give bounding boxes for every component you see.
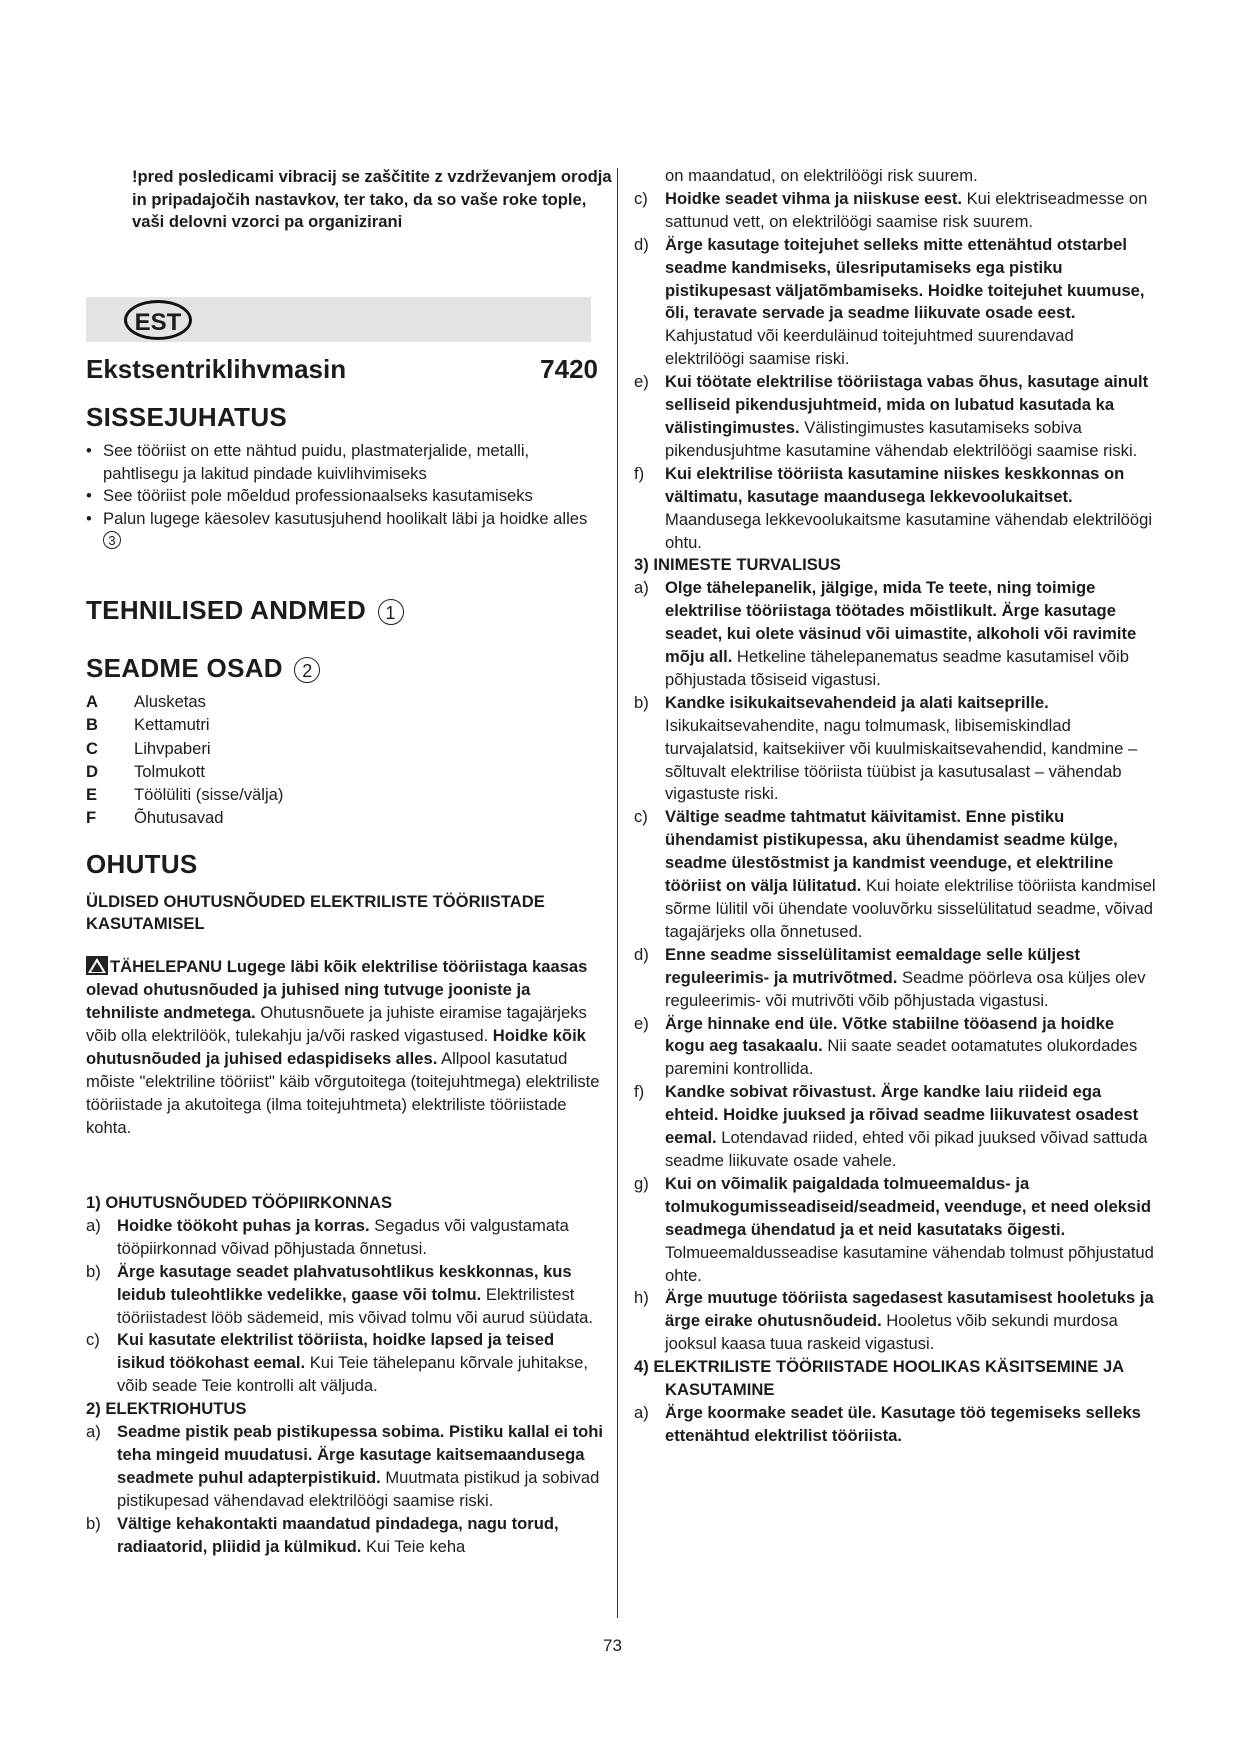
- safety-item: [634, 944, 1157, 1013]
- item-instruction: Ärge hinnake end üle. Võtke stabiilne tööasend ja hoidke kogu aeg tasakaalu.: [665, 1013, 1115, 1056]
- item-label: f): [634, 1082, 645, 1102]
- item-explanation: Muutmata pistikud ja sobivad pistikupesad vähendavad elektrilöögi saamise riski.: [117, 1467, 600, 1510]
- intro-bullet: • See tööriist pole mõeldud professionaalseks kasutamiseks: [86, 485, 591, 508]
- item-instruction: Kandke isikukaitsevahendeid ja alati kaitseprille.: [665, 692, 1049, 712]
- item-explanation: Maandusega lekkevoolukaitsme kasutamine vähendab elektrilöögi ohtu.: [665, 509, 1153, 552]
- item-label: a): [634, 1402, 649, 1422]
- safety-item: [634, 577, 1157, 692]
- item-explanation: Kui Teie keha: [361, 1536, 466, 1556]
- intro-bullet: • Palun lugege käesolev kasutusjuhend hoolikalt läbi ja hoidke alles 3: [86, 508, 591, 553]
- safety-item: [634, 371, 1157, 463]
- item-label: c): [634, 188, 648, 208]
- warning-icon: [86, 956, 108, 975]
- item-explanation: Lotendavad riided, ehted või pikad juuksed võivad sattuda seadme liikuvate osade vahele.: [665, 1128, 1148, 1170]
- item-label: c): [86, 1330, 100, 1350]
- item-label: c): [634, 807, 648, 827]
- item-instruction: Kui elektrilise tööriista kasutamine niiskes keskkonnas on vältimatu, kasutage maandusega lekkevoolukaitset.: [665, 463, 1125, 506]
- part-key: F: [86, 808, 97, 828]
- figure-ref: 2: [294, 657, 320, 683]
- item-label: e): [634, 1013, 649, 1033]
- part-label: Kettamutri: [134, 715, 210, 735]
- item-label: g): [634, 1173, 649, 1193]
- safety-item: [634, 188, 1157, 234]
- item-label: b): [86, 1513, 101, 1533]
- continued-text: on maandatud, on elektrilöögi risk suurem.: [665, 166, 978, 185]
- part-item: [86, 690, 486, 713]
- item-instruction: Vältige kehakontakti maandatud pindadega, nagu torud, radiaatorid, pliidid ja külmikud.: [117, 1513, 559, 1556]
- item-instruction: Enne seadme sisselülitamist eemaldage selle küljest reguleerimis- ja mutrivõtmed.: [665, 944, 1081, 987]
- item-explanation: Seadme pöörleva osa küljes olev reguleerimis- või mutrivõti võib põhjustada vigastusi.: [665, 967, 1146, 1010]
- part-key: A: [86, 692, 98, 711]
- part-item: [86, 806, 486, 829]
- item-label: e): [634, 372, 649, 392]
- part-item: [86, 713, 486, 736]
- section-title: 1) OHUTUSNÕUDED TÖÖPIIRKONNAS: [86, 1193, 393, 1212]
- safety-item: [634, 1013, 1157, 1082]
- safety-item: [634, 1081, 1157, 1173]
- safety-subheading: ÜLDISED OHUTUSNÕUDED ELEKTRILISTE TÖÖRIISTADE KASUTAMISEL: [86, 892, 545, 933]
- part-label: Alusketas: [134, 692, 206, 711]
- figure-ref: 1: [378, 599, 404, 625]
- item-label: f): [634, 463, 645, 483]
- item-explanation: Nii saate seadet ootamatutes olukordades paremini kontrollida.: [665, 1036, 1138, 1079]
- product-title: [86, 354, 598, 385]
- item-label: a): [86, 1422, 101, 1442]
- section-title: 2) ELEKTRIOHUTUS: [86, 1399, 247, 1419]
- right-safety-items: [634, 165, 1157, 1448]
- part-item: [86, 783, 486, 806]
- safety-item: [634, 1287, 1157, 1356]
- top-note: !pred posledicami vibracij se zaščitite z vzdrževanjem orodja in pripadajočih nastavkov, ter tako, da so vaše roke tople, vaši delovni vzorci pa organizirani: [132, 167, 612, 232]
- safety-warning: TÄHELEPANU Lugege läbi kõik elektrilise tööriistaga kaasas olevad ohutusnõuded ja juhised ning tutvuge jooniste ja tehniliste andmetega. Ohutusnõuete ja juhiste eiramise tagajärjeks võib olla elektrilöök, tulekahju ja/või rasked vigastused. Hoidke kõik ohutusnõuded ja juhised edaspidiseks alles. Allpool kasutatud mõiste "elektriline tööriist" käib võrgutoitega (toitejuhtmega) elektriliste tööriistade ja akutoitega (ilma toitejuhtmeta) elektriliste tööriistade kohta.: [86, 957, 600, 1137]
- item-explanation: Elektrilistest tööriistadest lööb sädemeid, mis võivad tolmu või aurud süüdata.: [117, 1284, 593, 1327]
- item-instruction: Ärge muutuge tööriista sagedasest kasutamisest hooletuks ja ärge eirake ohutusnõudeid.: [665, 1288, 1154, 1331]
- part-label: Töölüliti (sisse/välja): [134, 785, 284, 805]
- language-badge: EST: [124, 300, 192, 340]
- intro-bullet: • See tööriist on ette nähtud puidu, plastmaterjalide, metalli, pahtlisegu ja lakitud pindade kuivlihvimiseks: [86, 440, 591, 485]
- safety-heading: OHUTUS: [86, 849, 198, 879]
- item-explanation: Tolmueemaldusseadise kasutamine vähendab tolmust põhjustatud ohte.: [665, 1242, 1154, 1285]
- column-divider: [617, 168, 618, 1618]
- item-explanation: Kui Teie tähelepanu kõrvale juhitakse, võib seade Teie kontrolli alt väljuda.: [117, 1353, 589, 1396]
- item-label: a): [634, 578, 649, 598]
- item-explanation: Hetkeline tähelepanematus seadme kasutamisel võib põhjustada tõsiseid vigastusi.: [665, 647, 1129, 689]
- item-explanation: Kui elektriseadmesse on sattunud vett, on elektrilöögi saamise risk suurem.: [665, 188, 1148, 231]
- item-instruction: Ärge kasutage toitejuhet selleks mitte ettenähtud otstarbel seadme kandmiseks, ülesriputamiseks ega pistiku pistikupesast väljatõmbamiseks. Hoidke toitejuhet kuumuse, õli, teravate servade ja seadme liikuvate osade eest.: [665, 234, 1145, 323]
- safety-item: [86, 1513, 604, 1559]
- safety-item: [634, 1173, 1157, 1288]
- item-instruction: Ärge koormake seadet üle. Kasutage töö tegemiseks selleks ettenähtud elektrilist tööriista.: [665, 1402, 1141, 1445]
- item-label: b): [634, 692, 649, 712]
- item-instruction: Vältige seadme tahtmatut käivitamist. Enne pistiku ühendamist pistikupessa, aku ühendamist seadme külge, seadme ülestõstmist ja kandmist veenduge, et elektriline tööriist on välja lülitatud.: [665, 807, 1118, 896]
- page-number: 73: [603, 1636, 622, 1655]
- safety-item: [634, 692, 1157, 807]
- item-instruction: Kandke sobivat rõivastust. Ärge kandke laiu riideid ega ehteid. Hoidke juuksed ja rõivad seadme liikuvatest osadest eemal.: [665, 1082, 1139, 1148]
- item-explanation: Kui hoiate elektrilise tööriista kandmisel sõrme lülitil või ühendate vooluvõrku sisselülitatud seadme, võivad tagajärjeks olla õnnetused.: [665, 876, 1156, 941]
- item-instruction: Olge tähelepanelik, jälgige, mida Te teete, ning toimige elektrilise tööriistaga töötades mõistlikult. Ärge kasutage seadet, kui olete väsinud või uimastite, alkoholi või ravimite mõju all.: [665, 578, 1137, 667]
- item-explanation: Segadus või valgustamata tööpiirkonnad võivad põhjustada õnnetusi.: [117, 1215, 569, 1258]
- part-key: C: [86, 738, 98, 758]
- safety-item: [634, 806, 1157, 943]
- part-label: Lihvpaberi: [134, 738, 211, 758]
- safety-item: [634, 1402, 1157, 1448]
- part-key: B: [86, 715, 98, 735]
- safety-item: [86, 1329, 604, 1398]
- parts-heading: SEADME OSAD 2: [86, 653, 320, 684]
- safety-item: [86, 1215, 604, 1261]
- safety-item: [86, 1261, 604, 1330]
- intro-heading: SISSEJUHATUS: [86, 402, 288, 432]
- section-title: 3) INIMESTE TURVALISUS: [634, 555, 841, 575]
- item-explanation: Välistingimustes kasutamiseks sobiva pikendusjuhtme kasutamine vähendab elektrilöögi saamise riski.: [665, 417, 1138, 460]
- safety-item: [634, 234, 1157, 371]
- item-label: a): [86, 1215, 101, 1235]
- item-instruction: Hoidke töökoht puhas ja korras.: [117, 1215, 370, 1235]
- left-safety-items: [86, 1192, 604, 1559]
- item-instruction: Kui on võimalik paigaldada tolmueemaldus- ja tolmukogumisseadiseid/seadmeid, veenduge, et need oleksid seadmega ühendatud ja et neid kasutataks õigesti.: [665, 1173, 1151, 1239]
- safety-item: [86, 1421, 604, 1513]
- item-instruction: Ärge kasutage seadet plahvatusohtlikus keskkonnas, kus leidub tuleohtlikke vedelikke, gaase või tolmu.: [117, 1261, 572, 1304]
- item-label: h): [634, 1288, 649, 1308]
- part-item: [86, 737, 486, 760]
- item-explanation: Isikukaitsevahendite, nagu tolmumask, libisemiskindlad turvajalatsid, kaitsekiiver või kuulmiskaitsevahendid, kandmine – sõltuvalt elektrilise tööriista tüübist ja kasutusalast – vähendab vigastuste riski.: [665, 715, 1138, 804]
- item-explanation: Kahjustatud või keerduläinud toitejuhtmed suurendavad elektrilöögi saamise riski.: [665, 326, 1074, 369]
- part-item: [86, 760, 486, 783]
- intro-list: [86, 440, 591, 553]
- product-name: Ekstsentriklihvmasin: [86, 354, 347, 384]
- model-number: 7420: [540, 354, 598, 384]
- part-label: Tolmukott: [134, 761, 206, 781]
- item-instruction: Kui kasutate elektrilist tööriista, hoidke lapsed ja teised isikud töökohast eemal.: [117, 1330, 555, 1373]
- section-title: 4) ELEKTRILISTE TÖÖRIISTADE HOOLIKAS KÄSITSEMINE JA KASUTAMINE: [634, 1357, 1124, 1400]
- part-key: D: [86, 761, 98, 781]
- item-instruction: Hoidke seadet vihma ja niiskuse eest.: [665, 188, 962, 208]
- item-explanation: Hooletus võib sekundi murdosa jooksul kaasa tuua raskeid vigastusi.: [665, 1311, 1118, 1354]
- part-key: E: [86, 785, 98, 805]
- part-label: Õhutusavad: [134, 808, 224, 828]
- safety-item: [634, 463, 1157, 555]
- parts-list: [86, 690, 486, 830]
- item-label: b): [86, 1261, 101, 1281]
- figure-ref: 3: [103, 531, 121, 549]
- item-instruction: Seadme pistik peab pistikupessa sobima. Pistiku kallal ei tohi teha mingeid muudatusi. Ärge kasutage kaitsemaandusega seadmete puhul adapterpistikuid.: [117, 1422, 603, 1487]
- item-label: d): [634, 234, 649, 254]
- item-instruction: Kui töötate elektrilise tööriistaga vabas õhus, kasutage ainult selliseid pikendusjuhtmeid, mida on lubatud kasutada ka välistingimustes.: [665, 372, 1149, 437]
- tech-data-heading: TEHNILISED ANDMED 1: [86, 595, 404, 626]
- item-label: d): [634, 944, 649, 964]
